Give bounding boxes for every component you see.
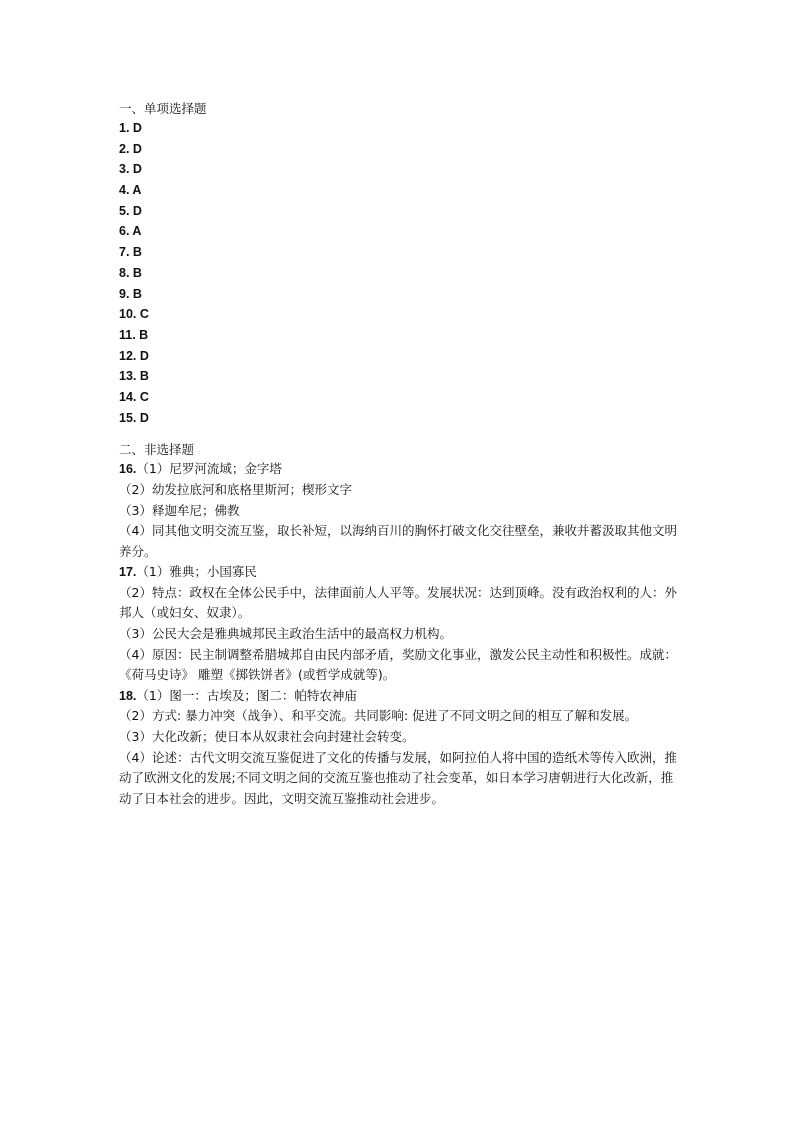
- choice-answer: 4. A: [119, 183, 142, 198]
- section-title-choice: 一、单项选择题: [119, 101, 207, 116]
- question-17: [119, 562, 684, 686]
- choice-answer: 8. B: [119, 265, 142, 280]
- q16-part3: （3）释迦牟尼；佛教: [119, 502, 240, 518]
- q17-part3: （3）公民大会是雅典城邦民主政治生活中的最高权力机构。: [119, 626, 452, 642]
- choice-answer: 12. D: [119, 348, 149, 363]
- question-18: [119, 686, 684, 810]
- question-number: 18.: [119, 688, 137, 703]
- q16-part2: （2）幼发拉底河和底格里斯河；楔形文字: [119, 481, 352, 497]
- q18-part4: （4）论述：古代文明交流互鉴促进了文化的传播与发展，如阿拉伯人将中国的造纸术等传入欧洲，推动了欧洲文化的发展;不同文明之间的交流互鉴也推动了社会变革，如日本学习唐朝进行大化改新，推动了日本社会的进步。因此，文明交流互鉴推动社会进步。: [119, 749, 677, 806]
- q18-part2: （2）方式: 暴力冲突（战争）、和平交流。共同影响: 促进了不同文明之间的相互了解和发展。: [119, 708, 638, 724]
- choice-answer: 6. A: [119, 224, 142, 239]
- choice-answer: 15. D: [119, 410, 149, 425]
- q16-part4: （4）同其他文明交流互鉴，取长补短，以海纳百川的胸怀打破文化交往壁垒，兼收并蓄汲取其他文明养分。: [119, 523, 677, 559]
- choice-answer: 13. B: [119, 369, 149, 384]
- answer-content: [119, 99, 684, 809]
- q18-part1: 18.（1）图一：古埃及；图二：帕特农神庙: [119, 687, 357, 703]
- q17-part2: （2）特点：政权在全体公民手中，法律面前人人平等。发展状况：达到顶峰。没有政治权利的人：外邦人（或妇女、奴隶）。: [119, 584, 677, 621]
- choice-answer: 9. B: [119, 286, 142, 301]
- question-number: 17.: [119, 565, 137, 580]
- q17-part1: 17.（1）雅典；小国寡民: [119, 564, 257, 580]
- choice-answer: 7. B: [119, 245, 142, 260]
- choice-answer: 3. D: [119, 162, 142, 177]
- q17-part4: （4）原因：民主制调整希腊城邦自由民内部矛盾，奖励文化事业，激发公民主动性和积极性。成就：《荷马史诗》 雕塑《掷铁饼者》(或哲学成就等)。: [119, 646, 677, 683]
- choice-answer: 10. C: [119, 307, 149, 322]
- choice-answer-list: [119, 118, 684, 428]
- section-title-nonchoice: 二、非选择题: [119, 442, 195, 458]
- choice-answer: 14. C: [119, 389, 149, 404]
- choice-answer: 11. B: [119, 327, 149, 342]
- choice-answer: 5. D: [119, 203, 142, 218]
- q18-part3: （3）大化改新；使日本从奴隶社会向封建社会转变。: [119, 729, 415, 745]
- q16-part1: 16.（1）尼罗河流域；金字塔: [119, 461, 282, 477]
- question-16: [119, 459, 684, 562]
- choice-answer: 1. D: [119, 121, 142, 135]
- question-number: 16.: [119, 462, 137, 477]
- choice-answer: 2. D: [119, 141, 142, 156]
